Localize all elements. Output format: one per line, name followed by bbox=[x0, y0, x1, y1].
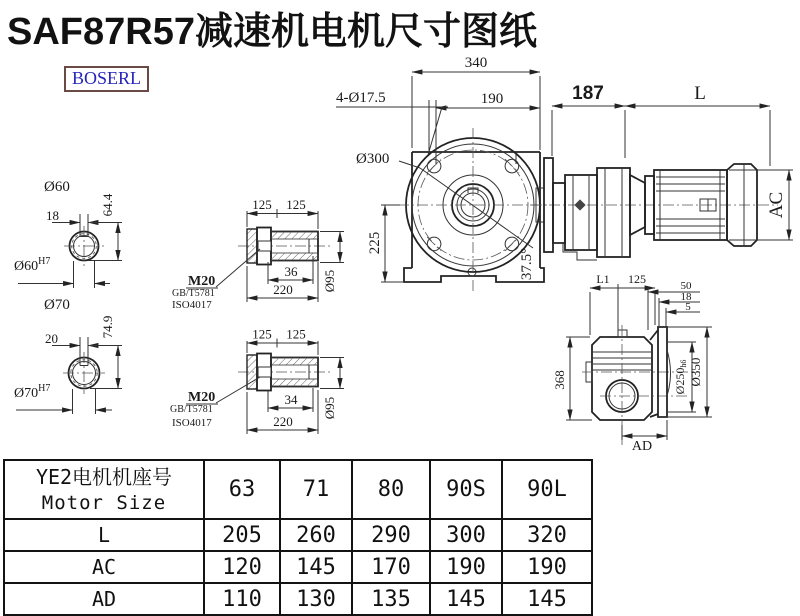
dim-label-dia95b: Ø95 bbox=[322, 396, 337, 420]
AC-63: 120 bbox=[204, 551, 280, 583]
dim-label-37-5: 37.5° bbox=[519, 247, 535, 281]
L-71: 260 bbox=[280, 519, 352, 551]
dim-label-125c: 125 bbox=[252, 326, 272, 342]
dim-label-bore70: $Ø70^{H7}$ bbox=[14, 383, 51, 401]
gearbox-front-view bbox=[336, 55, 548, 292]
row-label-AD: AD bbox=[4, 583, 204, 615]
logo-text: BOSERL bbox=[72, 68, 142, 88]
L-80: 290 bbox=[352, 519, 430, 551]
dim-label-5: 5 bbox=[685, 301, 691, 313]
dim-label-36: 36 bbox=[284, 264, 298, 279]
page-title: SAF87R57减速机电机尺寸图纸 bbox=[7, 11, 537, 53]
row-label-L: L bbox=[4, 519, 204, 551]
dim-label-64-4: 64.4 bbox=[100, 193, 115, 217]
AC-90s: 190 bbox=[430, 551, 502, 583]
table-header-row bbox=[4, 460, 592, 519]
dim-label-dia95a: Ø95 bbox=[322, 269, 337, 293]
dim-label-190: 190 bbox=[480, 91, 504, 107]
std-label-iso-b: ISO4017 bbox=[172, 417, 212, 429]
size-63: 63 bbox=[204, 460, 280, 519]
header-en: Motor Size bbox=[41, 491, 167, 514]
hollow-shaft-bottom-view bbox=[170, 327, 344, 435]
dim-label-AC: AC bbox=[766, 191, 787, 219]
dim-label-bore60: $Ø60^{H7}$ bbox=[14, 256, 51, 274]
dim-label-225: 225 bbox=[367, 231, 383, 255]
dim-label-187: 187 bbox=[572, 83, 604, 104]
header-cn: YE2电机机座号 bbox=[35, 464, 173, 489]
thread-label-m20a: M20 bbox=[188, 274, 216, 289]
size-71: 71 bbox=[280, 460, 352, 519]
AD-80: 135 bbox=[352, 583, 430, 615]
table-row-L bbox=[4, 519, 592, 551]
AC-90l: 190 bbox=[502, 551, 592, 583]
dim-label-340: 340 bbox=[464, 55, 488, 71]
size-90l: 90L bbox=[502, 460, 592, 519]
dim-label-dia300: Ø300 bbox=[356, 151, 390, 167]
dim-label-key18: 18 bbox=[46, 208, 59, 223]
dim-label-bolt-holes: 4-Ø17.5 bbox=[336, 90, 386, 106]
table-header-label bbox=[4, 460, 204, 519]
dim-label-125a: 125 bbox=[252, 197, 272, 212]
dim-label-125e: 125 bbox=[628, 272, 646, 286]
L-63: 205 bbox=[204, 519, 280, 551]
gearbox-rear-view bbox=[552, 272, 712, 454]
AD-71: 130 bbox=[280, 583, 352, 615]
thread-label-m20b: M20 bbox=[188, 390, 216, 405]
size-90s: 90S bbox=[430, 460, 502, 519]
std-label-iso-a: ISO4017 bbox=[172, 299, 212, 311]
dim-label-34: 34 bbox=[284, 392, 298, 407]
dim-label-50: 50 bbox=[680, 280, 692, 292]
size-80: 80 bbox=[352, 460, 430, 519]
dim-label-dia250: Ø250h6 bbox=[673, 359, 688, 395]
AD-63: 110 bbox=[204, 583, 280, 615]
dim-label-dia350: Ø350 bbox=[688, 357, 703, 387]
std-label-gb-b: GB/T5781 bbox=[170, 404, 213, 415]
AD-90s: 145 bbox=[430, 583, 502, 615]
std-label-gb-a: GB/T5781 bbox=[172, 288, 215, 299]
table-row-AD bbox=[4, 583, 592, 615]
dim-label-AD: AD bbox=[631, 439, 653, 454]
dim-label-18b: 18 bbox=[680, 291, 692, 303]
AC-80: 170 bbox=[352, 551, 430, 583]
hollow-shaft-top-view bbox=[172, 197, 344, 311]
dim-label-dia70: Ø70 bbox=[44, 297, 70, 313]
row-label-AC: AC bbox=[4, 551, 204, 583]
table-row-AC bbox=[4, 551, 592, 583]
dim-label-368: 368 bbox=[552, 370, 567, 390]
AD-90l: 145 bbox=[502, 583, 592, 615]
dim-label-key20: 20 bbox=[45, 331, 58, 346]
gearmotor-side-view bbox=[530, 83, 793, 260]
dim-label-L: L bbox=[694, 83, 706, 104]
shaft-section-70-view bbox=[14, 297, 122, 414]
shaft-section-60-view bbox=[14, 179, 122, 288]
dim-label-125d: 125 bbox=[286, 326, 306, 342]
dim-label-74-9: 74.9 bbox=[100, 315, 115, 339]
L-90s: 300 bbox=[430, 519, 502, 551]
dim-label-L1: L1 bbox=[596, 272, 610, 286]
dim-label-220b: 220 bbox=[273, 414, 293, 429]
dim-label-dia60: Ø60 bbox=[44, 179, 70, 195]
dim-label-220a: 220 bbox=[273, 282, 293, 297]
L-90l: 320 bbox=[502, 519, 592, 551]
AC-71: 145 bbox=[280, 551, 352, 583]
motor-size-table bbox=[3, 459, 593, 616]
dim-label-125b: 125 bbox=[286, 197, 306, 212]
